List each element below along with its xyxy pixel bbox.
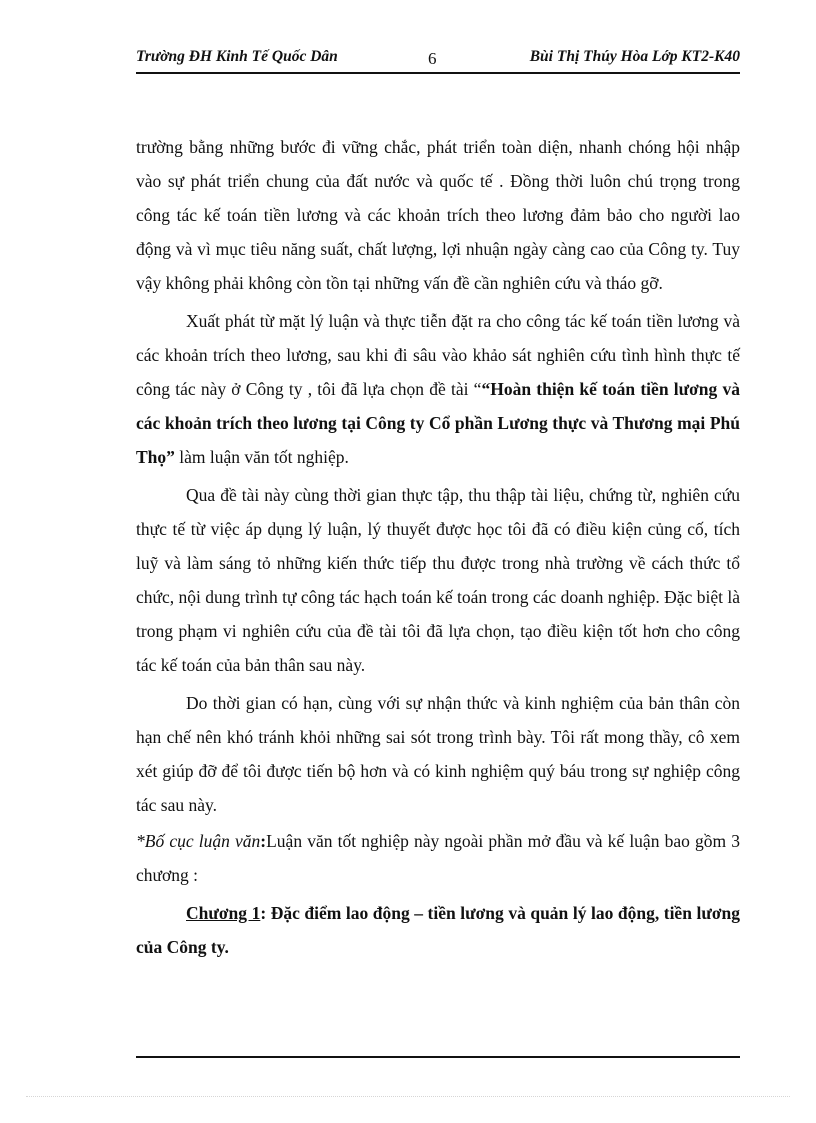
footer-rule bbox=[136, 1056, 740, 1058]
page-header bbox=[136, 48, 740, 70]
paragraph-3: Qua đề tài này cùng thời gian thực tập, thu thập tài liệu, chứng từ, nghiên cứu thực tế từ việc áp dụng lý luận, lý thuyết được học tôi đã có điều kiện củng cố, tích luỹ và làm sáng tỏ những kiến thức tiếp thu được trong nhà trường về cách thức tổ chức, nội dung trình tự công tác hạch toán kế toán trong các doanh nghiệp. Đặc biệt là trong phạm vi nghiên cứu của đề tài tôi đã lựa chọn, tạo điều kiện tốt hơn cho công tác kế toán của bản thân sau này. bbox=[136, 485, 740, 675]
structure-label: *Bố cục luận văn bbox=[136, 831, 261, 851]
header-rule bbox=[136, 72, 740, 74]
header-page-number: 6 bbox=[428, 49, 437, 68]
paragraph-4: Do thời gian có hạn, cùng với sự nhận thức và kinh nghiệm của bản thân còn hạn chế nên khó tránh khỏi những sai sót trong trình bày. Tôi rất mong thầy, cô xem xét giúp đỡ để tôi được tiến bộ hơn và có kinh nghiệm quý báu trong sự nghiệp công tác sau này. bbox=[136, 693, 740, 815]
paragraph-2 bbox=[136, 304, 740, 474]
paragraph-1: trường bằng những bước đi vững chắc, phát triển toàn diện, nhanh chóng hội nhập vào sự phát triển chung của đất nước và quốc tế . Đồng thời luôn chú trọng trong công tác kế toán tiền lương và các khoản trích theo lương đảm bảo cho người lao động và vì mục tiêu năng suất, chất lượng, lợi nhuận ngày càng cao của Công ty. Tuy vậy không phải không còn tồn tại những vấn đề cần nghiên cứu và tháo gỡ. bbox=[136, 137, 740, 293]
paragraph-2-start: Xuất phát từ mặt lý luận và thực tiễn đặt ra cho công tác kế toán tiền lương và các khoản trích theo lương, sau khi đi sâu vào khảo sát nghiên cứu tình hình thực tế công tác này ở Công ty , tôi đã lựa chọn đề tài “ bbox=[136, 311, 740, 399]
page-edge-dotline bbox=[26, 1096, 790, 1097]
thesis-title: “Hoàn thiện kế toán tiền lương và các khoản trích theo lương tại Công ty Cổ phần Lương thực và Thương mại Phú Thọ” bbox=[136, 379, 741, 467]
document-body bbox=[136, 130, 740, 964]
structure-colon: : bbox=[260, 831, 267, 851]
chapter-1 bbox=[136, 896, 740, 964]
structure-text: Luận văn tốt nghiệp này ngoài phần mở đầu và kế luận bao gồm 3 chương : bbox=[136, 831, 740, 885]
header-school: Trường ĐH Kinh Tế Quốc Dân bbox=[136, 48, 338, 65]
chapter-1-text: Đặc điểm lao động – tiền lương và quản lý lao động, tiền lương của Công ty. bbox=[136, 903, 740, 957]
chapter-1-label: Chương 1 bbox=[186, 903, 261, 923]
paragraph-2-end: làm luận văn tốt nghiệp. bbox=[174, 447, 349, 467]
chapter-1-colon: : bbox=[260, 903, 267, 923]
paragraph-structure bbox=[136, 824, 740, 892]
header-author: Bùi Thị Thúy Hòa Lớp KT2-K40 bbox=[529, 48, 740, 65]
